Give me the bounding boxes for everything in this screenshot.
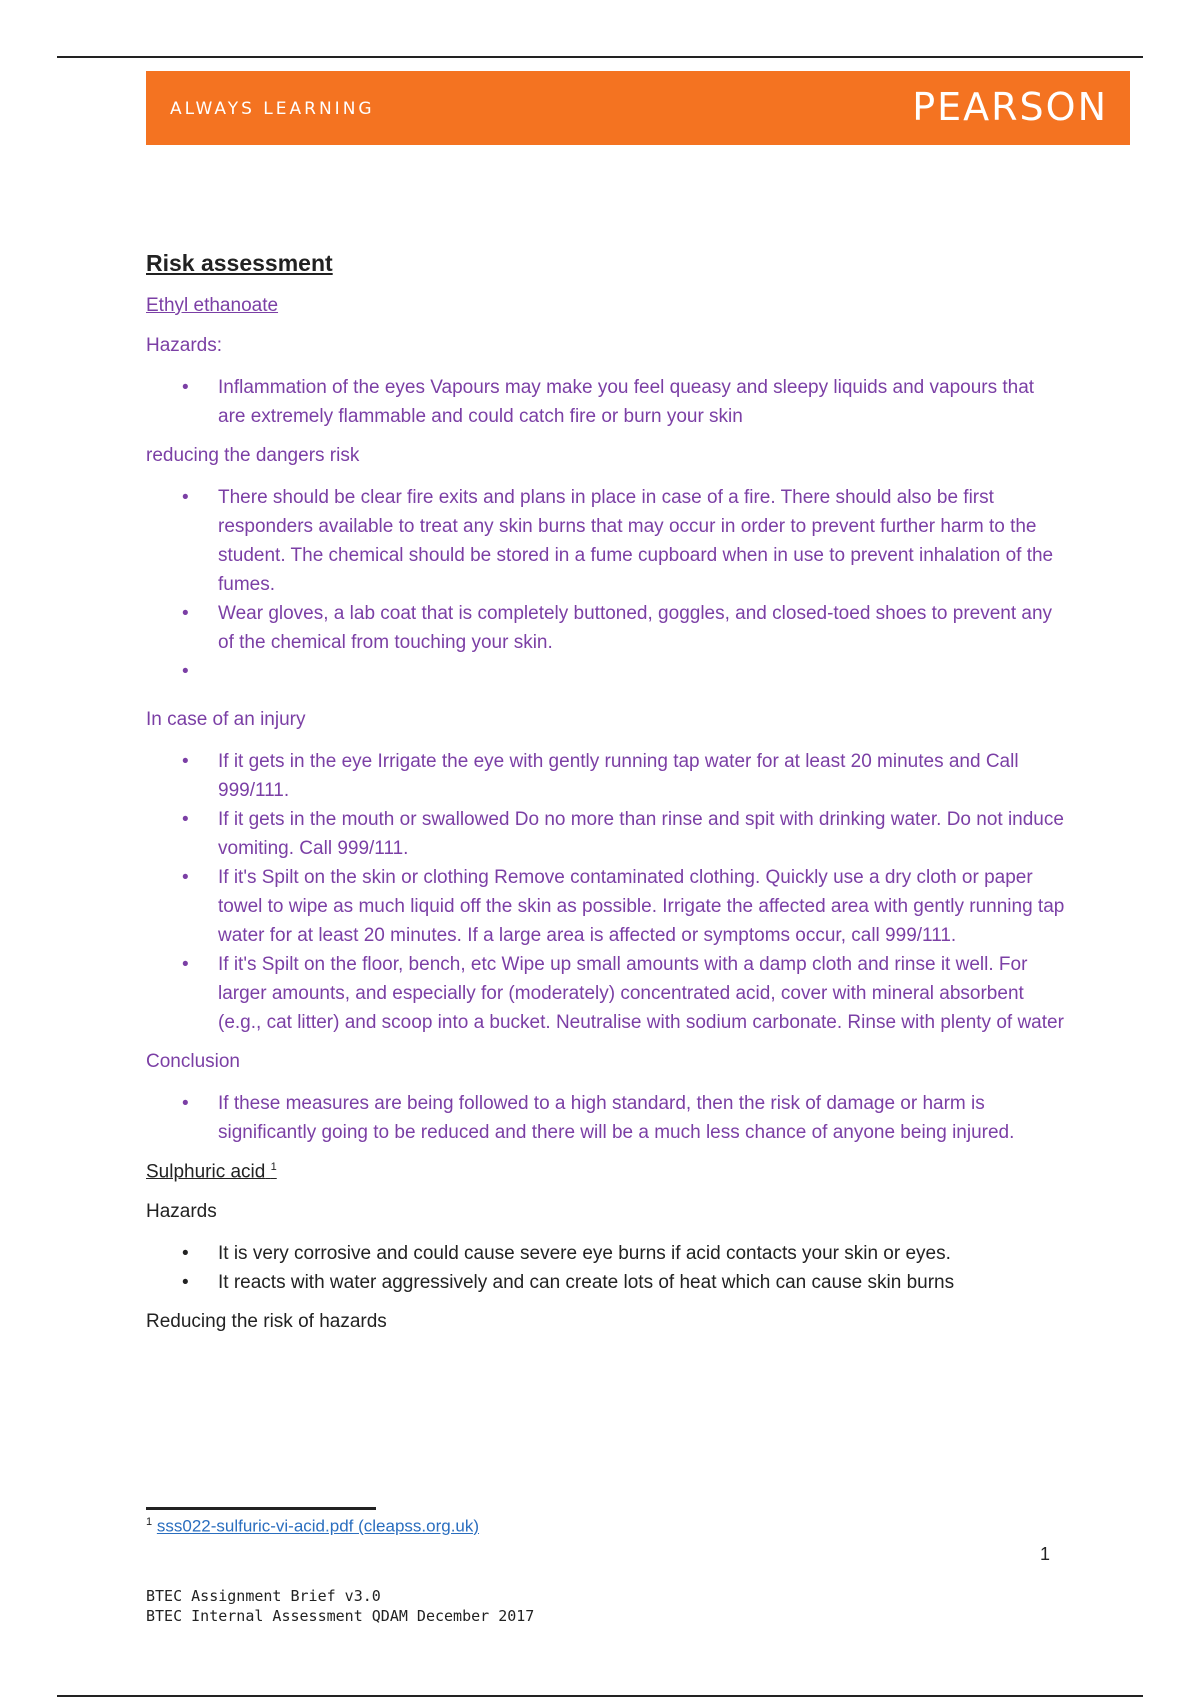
page-title: Risk assessment (146, 250, 333, 276)
list-item: • If it's Spilt on the skin or clothing Remove contaminated clothing. Quickly use a dry cloth or paper towel to wipe as much liquid off the skin as possible. Irrigate the affected area with gently running tap water for at least 20 minutes. If a large area is affected or symptoms occur, call 999/111. (146, 863, 1066, 950)
bullet-icon: • (182, 751, 189, 772)
list-item: • It reacts with water aggressively and can create lots of heat which can cause skin burns (146, 1268, 1066, 1297)
list-item: • If it gets in the mouth or swallowed Do no more than rinse and spit with drinking water. Do not induce vomiting. Call 999/111. (146, 805, 1066, 863)
list-item: • There should be clear fire exits and plans in place in case of a fire. There should also be first responders available to treat any skin burns that may occur in order to prevent further harm to the student. The chemical should be stored in a fume cupboard when in use to prevent inhalation of the fumes. (146, 483, 1066, 599)
bullet-icon: • (182, 1272, 189, 1294)
bullet-icon: • (182, 809, 189, 830)
hazards-list (146, 373, 1066, 431)
list-item-empty (146, 657, 1066, 695)
reducing-label: reducing the dangers risk (146, 445, 360, 466)
footnote-link[interactable]: sss022-sulfuric-vi-acid.pdf (cleapss.org.uk) (156, 1516, 480, 1536)
top-rule (57, 56, 1143, 58)
reducing-label-2: Reducing the risk of hazards (146, 1311, 387, 1333)
bullet-icon: • (182, 1093, 189, 1114)
hazards-list-2 (146, 1239, 1066, 1297)
injury-list (146, 747, 1066, 1037)
banner-tagline: ALWAYS LEARNING (170, 99, 375, 119)
injury-label: In case of an injury (146, 709, 306, 730)
footer-line-2: BTEC Internal Assessment QDAM December 2017 (146, 1607, 535, 1625)
document-footer (146, 1586, 534, 1626)
footer-line-1: BTEC Assignment Brief v3.0 (146, 1587, 381, 1605)
footnote-ref[interactable]: 1 (270, 1161, 277, 1173)
bottom-rule (57, 1695, 1143, 1697)
document-body (146, 250, 1066, 1349)
hazards-label: Hazards: (146, 335, 223, 356)
bullet-icon: • (182, 661, 189, 682)
footnote-separator (146, 1507, 376, 1510)
hazards-label-2: Hazards (146, 1201, 217, 1223)
list-item: • It is very corrosive and could cause severe eye burns if acid contacts your skin or eyes. (146, 1239, 1066, 1268)
reducing-list (146, 483, 1066, 695)
footnote (146, 1516, 479, 1537)
page-number: 1 (1040, 1544, 1051, 1564)
list-item: • Wear gloves, a lab coat that is completely buttoned, goggles, and closed-toed shoes to prevent any of the chemical from touching your skin. (146, 599, 1066, 657)
bullet-icon: • (182, 867, 189, 888)
section-heading-ethyl-ethanoate: Ethyl ethanoate (146, 295, 279, 316)
bullet-icon: • (182, 954, 189, 975)
footnote-number: 1 (146, 1516, 153, 1528)
bullet-icon: • (182, 377, 189, 398)
bullet-icon: • (182, 1243, 189, 1265)
list-item: • If it gets in the eye Irrigate the eye with gently running tap water for at least 20 minutes and Call 999/111. (146, 747, 1066, 805)
list-item: • If these measures are being followed to a high standard, then the risk of damage or harm is significantly going to be reduced and there will be a much less chance of anyone being injured. (146, 1089, 1066, 1147)
bullet-icon: • (182, 603, 189, 624)
pearson-logo: PEARSON (912, 85, 1108, 129)
list-item: • If it's Spilt on the floor, bench, etc Wipe up small amounts with a damp cloth and rinse it well. For larger amounts, and especially for (moderately) concentrated acid, cover with mineral absorbent (e.g., cat litter) and scoop into a bucket. Neutralise with sodium carbonate. Rinse with plenty of water (146, 950, 1066, 1037)
pearson-banner (146, 71, 1130, 145)
bullet-icon: • (182, 487, 189, 508)
conclusion-list (146, 1089, 1066, 1147)
conclusion-label: Conclusion (146, 1051, 240, 1072)
section-heading-sulphuric-acid: Sulphuric acid $^1$ (146, 1161, 277, 1183)
list-item: • Inflammation of the eyes Vapours may make you feel queasy and sleepy liquids and vapours that are extremely flammable and could catch fire or burn your skin (146, 373, 1066, 431)
